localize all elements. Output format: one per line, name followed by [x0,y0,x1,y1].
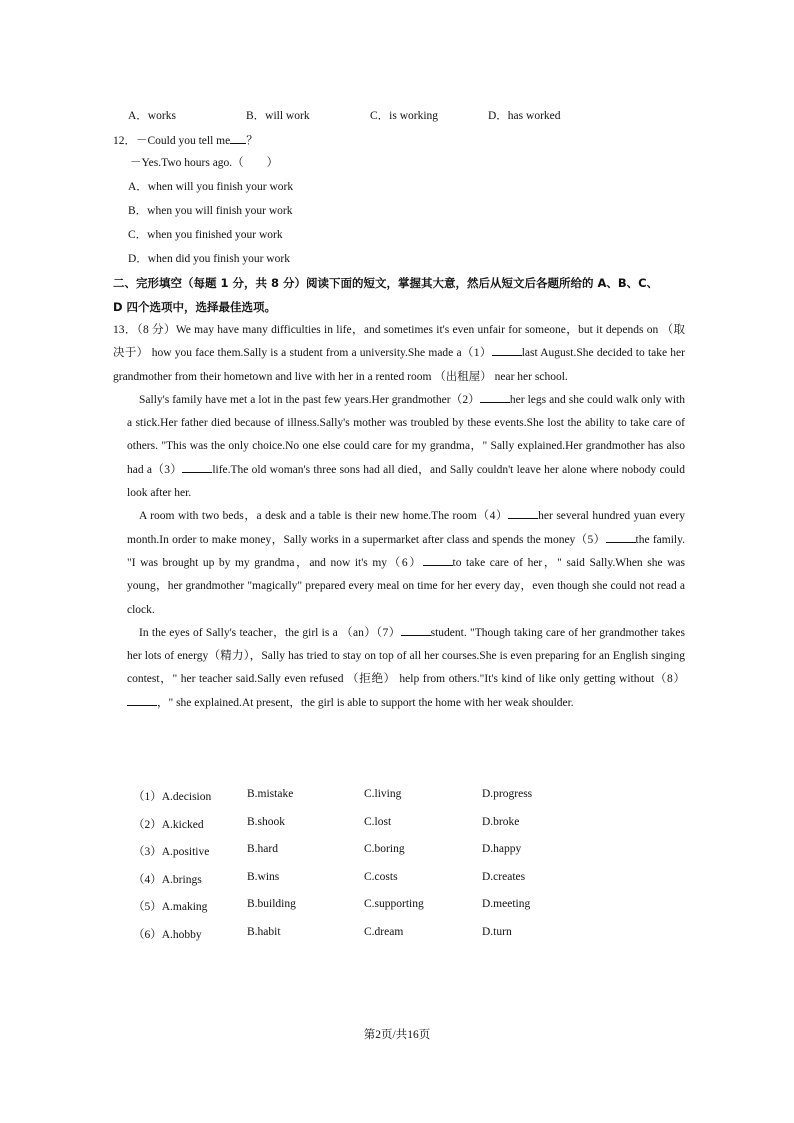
section-heading-cont: D 四个选项中，选择最佳选项。 [113,300,277,314]
answer-blank [423,553,453,566]
answer-blank [606,530,636,543]
q11-option-a: A．works [128,110,176,122]
q11-option-d: D．has worked [488,110,561,122]
answer-blank [230,131,246,144]
q12-reply: －Yes.Two hours ago.（ ） [130,157,279,169]
q12-option-a: A．when will you finish your work [128,181,294,193]
answer-blank [127,693,157,706]
answer-blank [401,623,431,636]
q11-option-c: C．is working [370,110,439,122]
section-heading: 二、完形填空（每题 1 分，共 8 分）阅读下面的短文，掌握其大意，然后从短文后各题所给的 A、B、C、 [113,276,659,290]
page-number: 第2页/共16页 [363,1029,431,1041]
answer-blank [508,506,538,519]
q12-stem: 12．－Could you tell me ？ [113,131,258,149]
q12-option-c: C．when you finished your work [128,229,283,241]
q11-option-b: B．will work [246,110,310,122]
q12-option-b: B．when you will finish your work [128,205,293,217]
passage-paragraph-2: Sally's family have met a lot in the past few years.Her grandmother（2） her legs and she could walk only with a stick.Her father died because of illness.Sally's mother was troubled by these events.She lost the ability to take care of others. "This was the only choice.No one else could care for my grandma，" Sally explained.Her grandmother has also had a（3） life.The old woman's three sons had all died，and Sally couldn't leave her alone where nobody could look after her. [127,389,685,505]
answer-blank [182,460,212,473]
passage-paragraph-4: In the eyes of Sally's teacher，the girl is a （an）（7） student. "Though taking care of her grandmother takes her lots of energy（精力），Sally has tried to stay on top of all her courses.She is even preparing for an English singing contest，" her teacher said.Sally even refused （拒绝） help from others."It's kind of like only getting without（8），" she explained.At present，the girl is able to support the home with her weak shoulder. [127,622,685,715]
q12-option-d: D．when did you finish your work [128,253,290,265]
q13-passage [113,319,686,715]
answer-blank [480,390,510,403]
passage-paragraph-3: A room with two beds，a desk and a table is their new home.The room（4） her several hundred yuan every month.In order to make money，Sally works in a supermarket after class and spends the money（5） the family. "I was brought up by my grandma，and now it's my（6） to take care of her，" said Sally.When she was young，her grandmother "magically" prepared every meal on time for her every day，even though she could not read a clock. [127,505,685,621]
answer-blank [492,343,522,356]
passage-paragraph-1: 13．（8 分）We may have many difficulties in life，and sometimes it's even unfair for someone，but it depends on （取决于） how you face them.Sally is a student from a university.She made a（1） last August.She decided to take her grandmother from their hometown and live with her in a rented room （出租屋） near her school. [113,324,685,383]
